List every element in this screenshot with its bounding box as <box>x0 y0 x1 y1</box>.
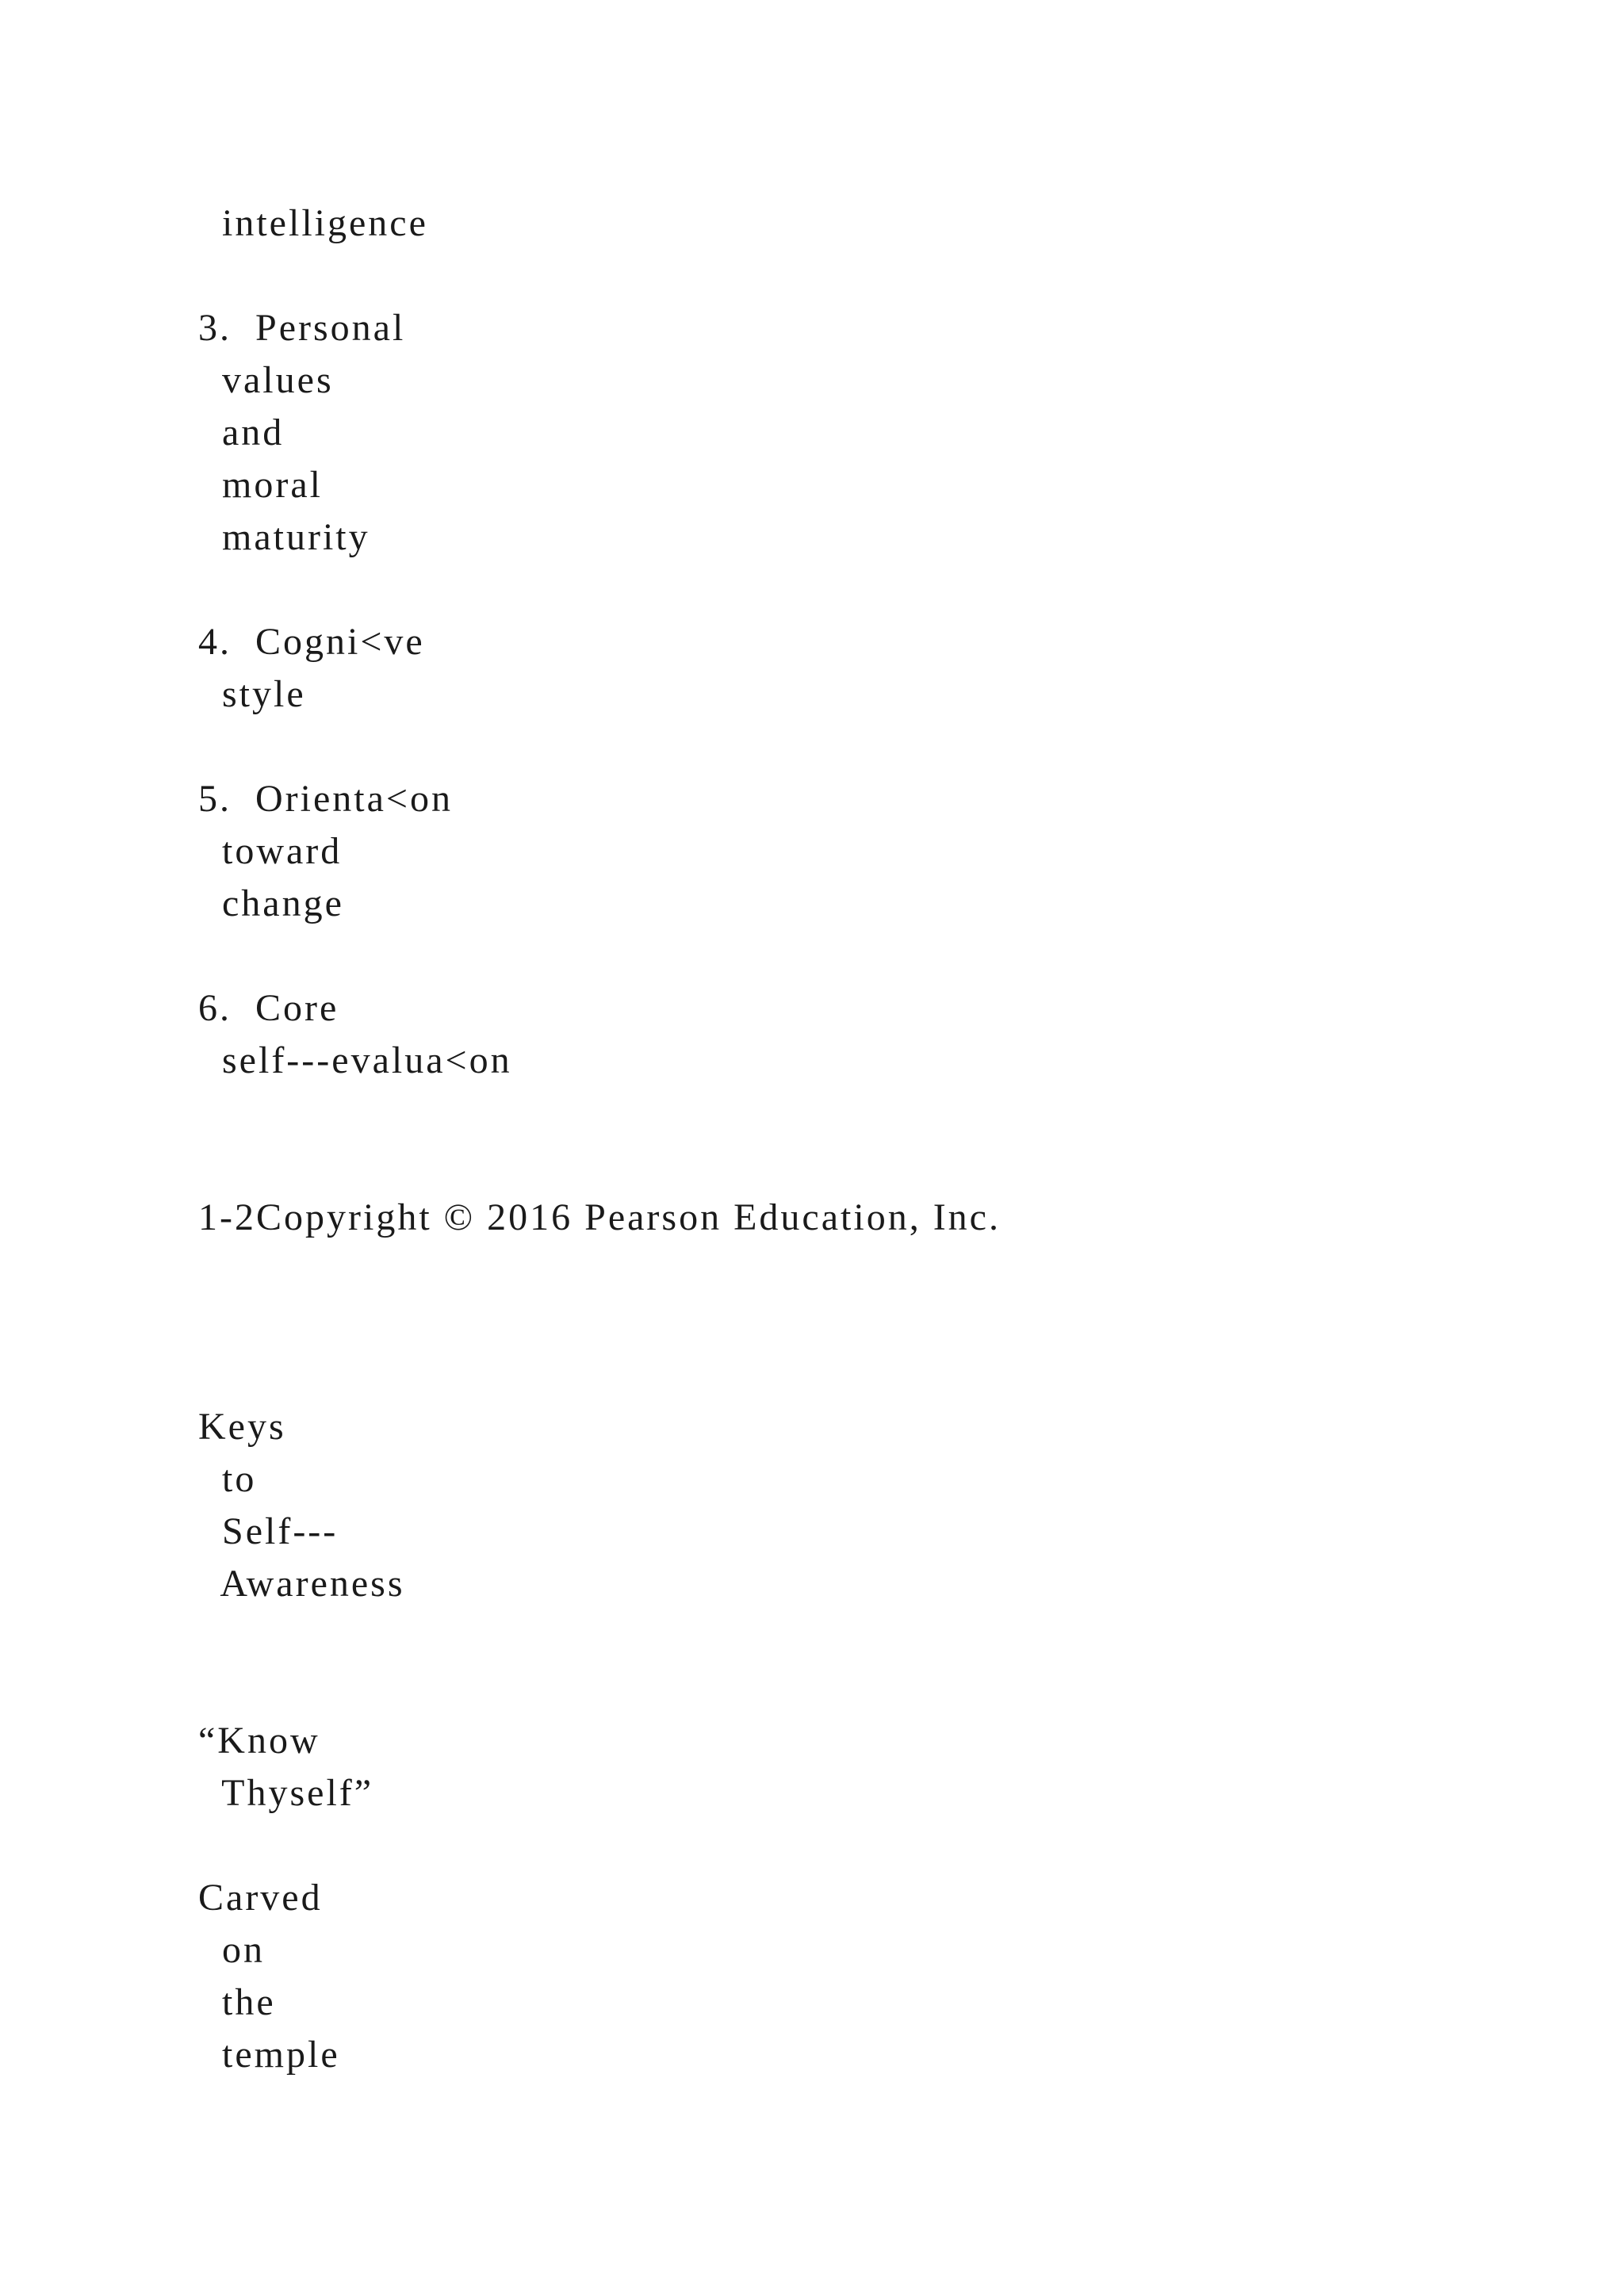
text-line: on <box>198 1929 265 1971</box>
copyright-footer: 1-2Copyright © 2016 Pearson Education, Inc. <box>198 1196 1001 1238</box>
text-line: change <box>198 882 344 924</box>
text-line: and <box>198 411 285 453</box>
text-line: moral <box>198 464 323 506</box>
text-line: Carved <box>198 1877 323 1919</box>
slide-title-line: Self--- <box>198 1510 339 1552</box>
text-line: maturity <box>198 516 370 558</box>
slide-title-line: Awareness <box>198 1563 405 1605</box>
slide-title-line: to <box>198 1458 257 1500</box>
text-line: values <box>198 359 334 401</box>
list-item-5-label: 5. Orienta<on <box>198 778 453 820</box>
list-item-4-label: 4. Cogni<ve <box>198 621 425 663</box>
list-item-3-label: 3. Personal <box>198 307 406 349</box>
text-line: style <box>198 673 306 715</box>
slide-title-line: Keys <box>198 1406 286 1448</box>
text-line: self---evalua<on <box>198 1039 512 1081</box>
text-line: toward <box>198 830 343 872</box>
quote-line: “Know <box>198 1720 320 1762</box>
text-line: temple <box>198 2034 340 2076</box>
text-line: intelligence <box>198 202 428 244</box>
list-item-6-label: 6. Core <box>198 987 339 1029</box>
text-line: the <box>198 1981 276 2023</box>
quote-line: Thyself” <box>198 1772 374 1814</box>
